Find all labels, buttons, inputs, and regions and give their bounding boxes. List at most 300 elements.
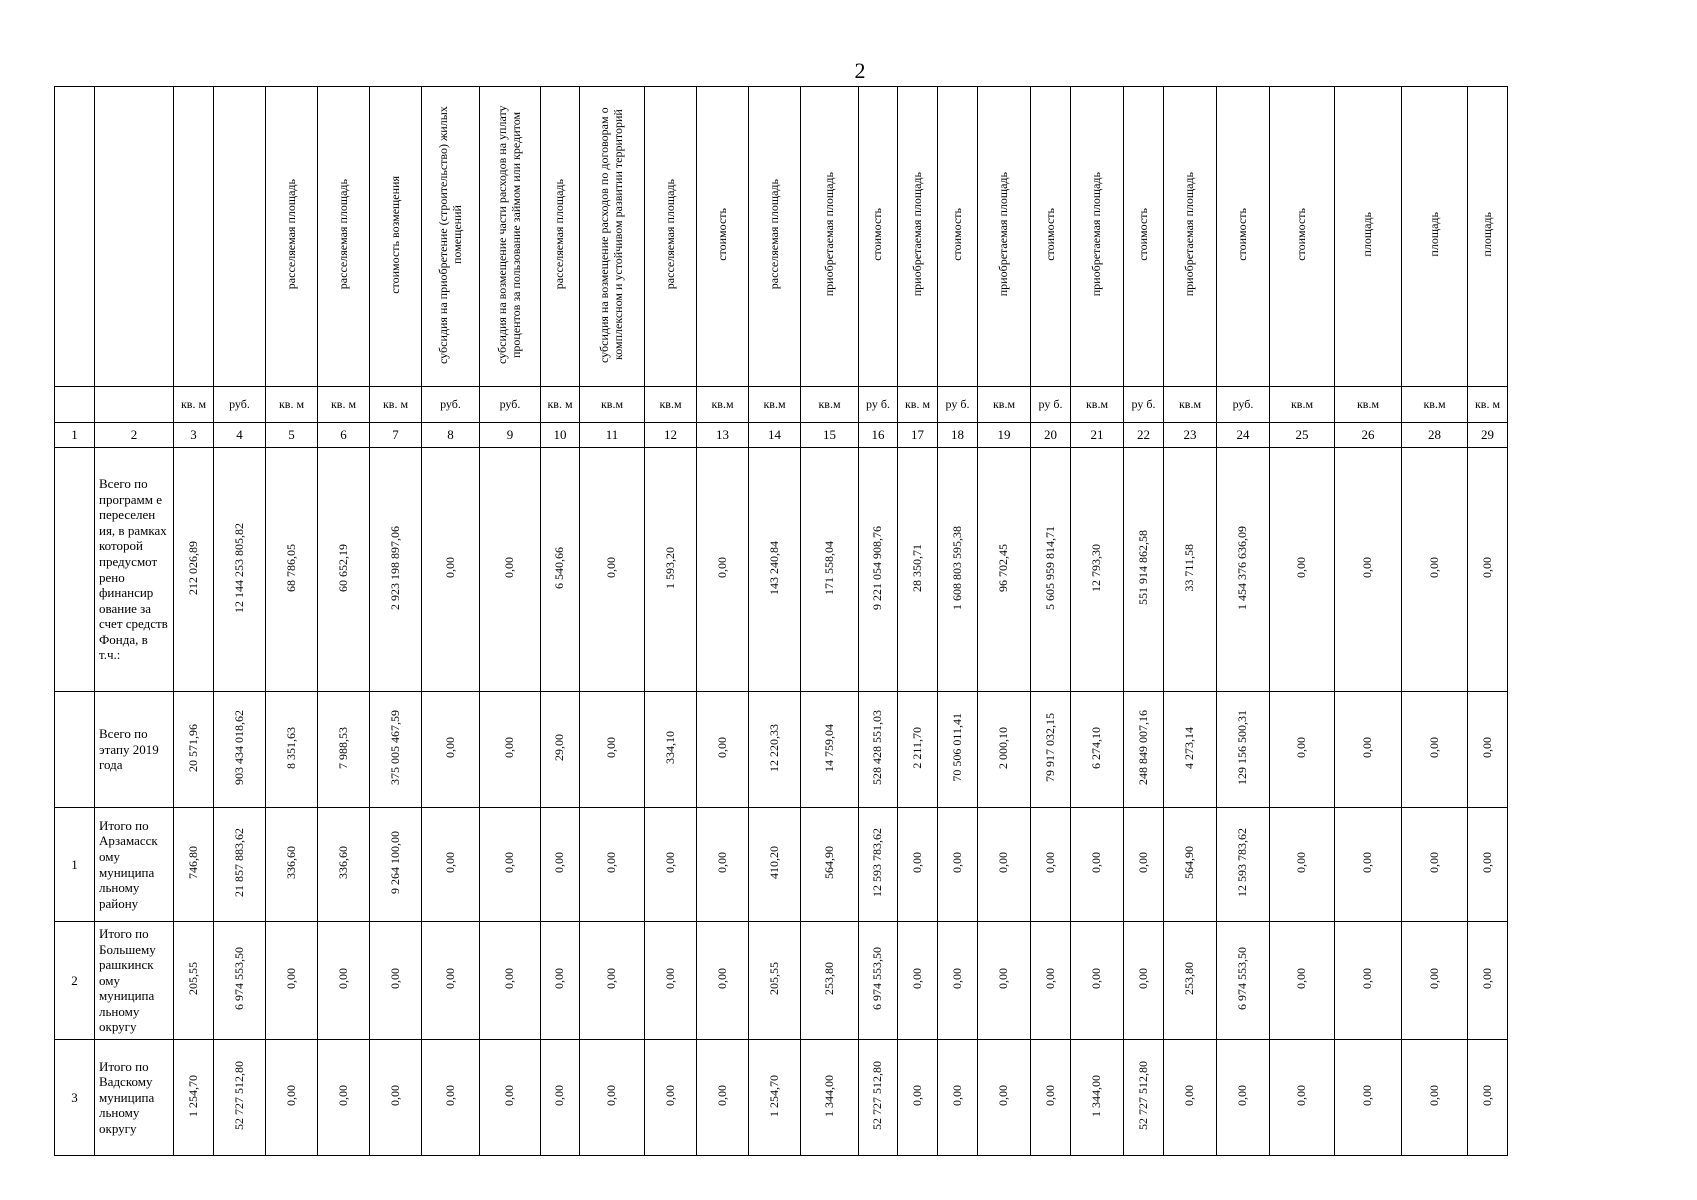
column-header-text: расселяемая площадь bbox=[766, 179, 781, 290]
unit-text: ру б. bbox=[1131, 397, 1156, 411]
column-number bbox=[422, 423, 480, 448]
column-header-text: приобретаемая площадь bbox=[1089, 172, 1104, 297]
value-cell bbox=[749, 808, 801, 922]
column-header-text: субсидия на возмещение части расходов на уплату процентов за пользование займом или кредитом bbox=[495, 105, 523, 364]
value-cell bbox=[214, 448, 266, 692]
value-cell bbox=[1031, 808, 1071, 922]
column-number-text: 6 bbox=[340, 427, 347, 442]
value-text: 12 220,33 bbox=[766, 723, 781, 772]
value-text: 0,00 bbox=[442, 968, 457, 989]
unit-cell bbox=[1402, 387, 1468, 423]
value-cell bbox=[1124, 448, 1164, 692]
value-cell bbox=[480, 692, 541, 808]
table-row bbox=[55, 808, 1508, 922]
value-cell bbox=[749, 1040, 801, 1156]
row-number bbox=[55, 808, 95, 922]
value-cell bbox=[266, 448, 318, 692]
value-text: 0,00 bbox=[1089, 852, 1104, 873]
column-header bbox=[1270, 87, 1335, 387]
unit-text: руб. bbox=[229, 397, 250, 411]
column-number bbox=[801, 423, 859, 448]
column-header bbox=[1071, 87, 1124, 387]
column-header-text: расселяемая площадь bbox=[552, 179, 567, 290]
value-text: 0,00 bbox=[1042, 852, 1057, 873]
column-number-text: 19 bbox=[997, 427, 1011, 442]
value-cell bbox=[1468, 1040, 1508, 1156]
column-header-text: стоимость bbox=[870, 208, 885, 261]
value-text: 0,00 bbox=[1360, 557, 1375, 578]
row-number bbox=[55, 1040, 95, 1156]
column-number-text: 15 bbox=[823, 427, 836, 442]
column-number bbox=[1217, 423, 1270, 448]
unit-cell bbox=[938, 387, 978, 423]
value-cell bbox=[580, 808, 645, 922]
column-number-text: 12 bbox=[664, 427, 677, 442]
column-header bbox=[978, 87, 1031, 387]
value-cell bbox=[1071, 1040, 1124, 1156]
value-cell bbox=[1270, 692, 1335, 808]
value-text: 0,00 bbox=[552, 852, 567, 873]
value-cell bbox=[1270, 448, 1335, 692]
value-text: 0,00 bbox=[442, 557, 457, 578]
value-text: 0,00 bbox=[1426, 557, 1441, 578]
column-number-text: 28 bbox=[1428, 427, 1441, 442]
value-cell bbox=[645, 808, 697, 922]
value-text: 29,00 bbox=[552, 734, 567, 761]
value-cell bbox=[1124, 1040, 1164, 1156]
value-text: 2 000,10 bbox=[996, 726, 1011, 769]
column-header bbox=[95, 87, 174, 387]
value-text: 0,00 bbox=[996, 852, 1011, 873]
value-cell bbox=[174, 692, 214, 808]
value-text: 0,00 bbox=[996, 968, 1011, 989]
unit-text: ру б. bbox=[945, 397, 970, 411]
value-text: 6 540,66 bbox=[552, 546, 567, 589]
value-cell bbox=[1468, 922, 1508, 1040]
column-header-text: стоимость bbox=[949, 208, 964, 261]
value-cell bbox=[174, 922, 214, 1040]
value-cell bbox=[1335, 1040, 1402, 1156]
value-text: 0,00 bbox=[1360, 737, 1375, 758]
value-cell bbox=[801, 808, 859, 922]
column-number bbox=[1071, 423, 1124, 448]
value-cell bbox=[898, 1040, 938, 1156]
value-cell bbox=[1402, 448, 1468, 692]
value-cell bbox=[859, 692, 898, 808]
column-number bbox=[580, 423, 645, 448]
unit-text: кв.м bbox=[1290, 397, 1314, 411]
value-cell bbox=[1270, 922, 1335, 1040]
value-text: 0,00 bbox=[662, 1085, 677, 1106]
column-header bbox=[318, 87, 370, 387]
value-cell bbox=[1164, 692, 1217, 808]
unit-cell bbox=[1270, 387, 1335, 423]
value-text: 0,00 bbox=[1294, 968, 1309, 989]
value-text: 0,00 bbox=[387, 1085, 402, 1106]
unit-cell bbox=[318, 387, 370, 423]
column-header-text: площадь bbox=[1360, 212, 1375, 257]
value-text: 1 344,00 bbox=[821, 1074, 836, 1117]
value-text: 21 857 883,62 bbox=[231, 828, 246, 897]
value-cell bbox=[370, 692, 422, 808]
value-text: 1 593,20 bbox=[662, 546, 677, 589]
value-text: 248 849 007,16 bbox=[1135, 710, 1150, 785]
value-cell bbox=[749, 692, 801, 808]
value-text: 4 273,14 bbox=[1182, 726, 1197, 769]
value-cell bbox=[1071, 922, 1124, 1040]
value-text: 746,80 bbox=[185, 846, 200, 879]
column-header-text: стоимость bbox=[1135, 208, 1150, 261]
value-text: 12 593 783,62 bbox=[870, 828, 885, 897]
unit-text: кв.м bbox=[1085, 397, 1109, 411]
value-text: 129 156 500,31 bbox=[1235, 710, 1250, 785]
column-number bbox=[978, 423, 1031, 448]
value-text: 1 254,70 bbox=[185, 1074, 200, 1117]
value-text: 205,55 bbox=[766, 962, 781, 995]
value-text: 0,00 bbox=[387, 968, 402, 989]
unit-text: кв. м bbox=[382, 397, 409, 411]
value-text: 6 274,10 bbox=[1089, 726, 1104, 769]
value-cell bbox=[480, 808, 541, 922]
value-cell bbox=[1071, 692, 1124, 808]
value-cell bbox=[697, 808, 749, 922]
column-header bbox=[697, 87, 749, 387]
value-cell bbox=[1468, 448, 1508, 692]
unit-text: кв.м bbox=[600, 397, 624, 411]
value-cell bbox=[978, 692, 1031, 808]
value-text: 0,00 bbox=[1479, 852, 1494, 873]
value-text: 0,00 bbox=[502, 1085, 517, 1106]
value-text: 0,00 bbox=[909, 1085, 924, 1106]
unit-cell bbox=[1071, 387, 1124, 423]
value-text: 0,00 bbox=[604, 852, 619, 873]
unit-text: ру б. bbox=[866, 397, 890, 411]
unit-text: руб. bbox=[1232, 397, 1254, 411]
value-text: 0,00 bbox=[604, 737, 619, 758]
value-text: 0,00 bbox=[335, 1085, 350, 1106]
value-text: 0,00 bbox=[1294, 852, 1309, 873]
value-text: 2 211,70 bbox=[909, 726, 924, 769]
unit-cell bbox=[1217, 387, 1270, 423]
value-text: 0,00 bbox=[714, 968, 729, 989]
value-text: 0,00 bbox=[1426, 852, 1441, 873]
value-cell bbox=[370, 448, 422, 692]
value-cell bbox=[1335, 448, 1402, 692]
value-text: 0,00 bbox=[502, 968, 517, 989]
value-text: 0,00 bbox=[1426, 737, 1441, 758]
value-text: 0,00 bbox=[502, 852, 517, 873]
row-number-text: 2 bbox=[71, 972, 78, 988]
unit-text: кв. м bbox=[547, 397, 573, 411]
column-number-text: 2 bbox=[130, 427, 138, 442]
column-number-text: 23 bbox=[1183, 427, 1197, 442]
value-cell bbox=[422, 922, 480, 1040]
unit-cell bbox=[645, 387, 697, 423]
value-text: 52 727 512,80 bbox=[870, 1061, 885, 1130]
unit-text: кв. м bbox=[904, 397, 931, 411]
value-cell bbox=[859, 448, 898, 692]
column-number-text: 10 bbox=[553, 427, 567, 442]
unit-text: кв. м bbox=[330, 397, 357, 411]
value-text: 60 652,19 bbox=[335, 543, 350, 592]
column-number-text: 14 bbox=[768, 427, 781, 442]
unit-text: кв.м bbox=[659, 397, 682, 411]
value-cell bbox=[697, 1040, 749, 1156]
column-header bbox=[801, 87, 859, 387]
value-cell bbox=[214, 692, 266, 808]
value-cell bbox=[1468, 808, 1508, 922]
value-text: 0,00 bbox=[604, 1085, 619, 1106]
value-text: 9 264 100,00 bbox=[387, 831, 402, 894]
value-text: 6 974 553,50 bbox=[1235, 947, 1250, 1010]
column-number bbox=[1335, 423, 1402, 448]
value-text: 0,00 bbox=[1360, 852, 1375, 873]
unit-text: кв. м bbox=[1474, 397, 1501, 411]
column-header bbox=[370, 87, 422, 387]
value-cell bbox=[645, 922, 697, 1040]
column-number bbox=[1270, 423, 1335, 448]
column-header-text: приобретаемая площадь bbox=[909, 172, 924, 297]
value-cell bbox=[801, 692, 859, 808]
column-header-text: площадь bbox=[1479, 212, 1494, 257]
value-text: 12 144 253 805,82 bbox=[231, 522, 246, 613]
value-cell bbox=[801, 448, 859, 692]
value-cell bbox=[1164, 448, 1217, 692]
unit-cell bbox=[422, 387, 480, 423]
value-cell bbox=[1124, 922, 1164, 1040]
row-label bbox=[95, 1040, 174, 1156]
column-header-text: площадь bbox=[1426, 212, 1441, 257]
value-text: 0,00 bbox=[1042, 1085, 1057, 1106]
unit-cell bbox=[859, 387, 898, 423]
value-cell bbox=[174, 448, 214, 692]
value-cell bbox=[174, 1040, 214, 1156]
value-cell bbox=[318, 692, 370, 808]
value-text: 0,00 bbox=[283, 968, 298, 989]
column-header-text: расселяемая площадь bbox=[662, 179, 677, 290]
value-text: 0,00 bbox=[1360, 968, 1375, 989]
value-cell bbox=[422, 1040, 480, 1156]
row-label bbox=[95, 448, 174, 692]
column-header bbox=[541, 87, 580, 387]
row-label bbox=[95, 808, 174, 922]
column-header bbox=[938, 87, 978, 387]
value-cell bbox=[1031, 1040, 1071, 1156]
value-cell bbox=[1402, 922, 1468, 1040]
column-header bbox=[214, 87, 266, 387]
column-header-text: расселяемая площадь bbox=[335, 179, 350, 290]
column-number-text: 3 bbox=[190, 427, 197, 442]
value-cell bbox=[898, 808, 938, 922]
column-header bbox=[480, 87, 541, 387]
value-cell bbox=[859, 1040, 898, 1156]
column-header bbox=[749, 87, 801, 387]
column-header-text: стоимость bbox=[1294, 208, 1309, 261]
value-cell bbox=[938, 922, 978, 1040]
column-number bbox=[55, 423, 95, 448]
value-text: 0,00 bbox=[502, 557, 517, 578]
value-cell bbox=[697, 448, 749, 692]
value-text: 0,00 bbox=[662, 852, 677, 873]
value-text: 0,00 bbox=[1426, 968, 1441, 989]
value-cell bbox=[541, 1040, 580, 1156]
unit-text: кв.м bbox=[1178, 397, 1202, 411]
value-text: 12 793,30 bbox=[1089, 543, 1104, 592]
column-header-text: расселяемая площадь bbox=[283, 179, 298, 290]
column-number bbox=[480, 423, 541, 448]
column-number bbox=[697, 423, 749, 448]
column-number-text: 11 bbox=[605, 427, 619, 442]
value-text: 6 974 553,50 bbox=[231, 947, 246, 1010]
column-header bbox=[174, 87, 214, 387]
value-text: 0,00 bbox=[714, 737, 729, 758]
value-text: 528 428 551,03 bbox=[870, 710, 885, 785]
value-cell bbox=[580, 448, 645, 692]
column-header bbox=[1402, 87, 1468, 387]
value-cell bbox=[266, 1040, 318, 1156]
unit-cell bbox=[580, 387, 645, 423]
value-text: 0,00 bbox=[1294, 557, 1309, 578]
column-number bbox=[266, 423, 318, 448]
column-header bbox=[1164, 87, 1217, 387]
unit-cell bbox=[1124, 387, 1164, 423]
value-cell bbox=[978, 448, 1031, 692]
unit-text: кв.м bbox=[711, 397, 734, 411]
unit-text: руб. bbox=[499, 397, 521, 411]
value-text: 33 711,58 bbox=[1182, 543, 1197, 592]
value-text: 0,00 bbox=[1426, 1085, 1441, 1106]
unit-cell bbox=[749, 387, 801, 423]
value-text: 0,00 bbox=[604, 557, 619, 578]
value-cell bbox=[938, 448, 978, 692]
value-cell bbox=[859, 922, 898, 1040]
value-cell bbox=[645, 1040, 697, 1156]
column-header bbox=[1335, 87, 1402, 387]
value-cell bbox=[1217, 808, 1270, 922]
value-text: 1 454 376 636,09 bbox=[1235, 525, 1250, 610]
resettlement-table bbox=[54, 86, 1508, 1156]
value-cell bbox=[697, 922, 749, 1040]
value-cell bbox=[422, 808, 480, 922]
column-number-text: 18 bbox=[951, 427, 964, 442]
column-number bbox=[859, 423, 898, 448]
value-text: 1 254,70 bbox=[766, 1074, 781, 1117]
unit-cell bbox=[1335, 387, 1402, 423]
row-number bbox=[55, 922, 95, 1040]
value-cell bbox=[1031, 448, 1071, 692]
value-text: 2 923 198 897,06 bbox=[387, 525, 402, 610]
row-label-text: Итого по Арзамасск ому муниципа льному району bbox=[99, 817, 158, 911]
value-cell bbox=[749, 922, 801, 1040]
value-text: 0,00 bbox=[949, 1085, 964, 1106]
value-text: 212 026,89 bbox=[185, 540, 200, 595]
unit-cell bbox=[697, 387, 749, 423]
value-text: 0,00 bbox=[442, 1085, 457, 1106]
column-number bbox=[214, 423, 266, 448]
value-text: 0,00 bbox=[1294, 737, 1309, 758]
row-number-text: 1 bbox=[71, 856, 78, 872]
column-header-text: субсидия на возмещение расходов по договорам о комплексном и устойчивом развитии территорий bbox=[597, 106, 625, 363]
value-text: 0,00 bbox=[1042, 968, 1057, 989]
column-header-text: стоимость bbox=[1042, 208, 1057, 261]
value-cell bbox=[318, 922, 370, 1040]
value-cell bbox=[266, 808, 318, 922]
column-number bbox=[1164, 423, 1217, 448]
column-number bbox=[1031, 423, 1071, 448]
value-text: 1 608 803 595,38 bbox=[949, 525, 964, 610]
column-header-text: приобретаемая площадь bbox=[821, 172, 836, 297]
column-header bbox=[645, 87, 697, 387]
value-cell bbox=[1164, 1040, 1217, 1156]
unit-text: кв.м bbox=[1423, 397, 1446, 411]
value-cell bbox=[422, 692, 480, 808]
value-cell bbox=[1164, 808, 1217, 922]
value-cell bbox=[174, 808, 214, 922]
value-text: 7 988,53 bbox=[335, 726, 350, 769]
value-text: 52 727 512,80 bbox=[1135, 1061, 1150, 1130]
column-header bbox=[1031, 87, 1071, 387]
value-text: 0,00 bbox=[1479, 737, 1494, 758]
value-text: 0,00 bbox=[909, 968, 924, 989]
value-cell bbox=[749, 448, 801, 692]
value-cell bbox=[1164, 922, 1217, 1040]
value-cell bbox=[1071, 808, 1124, 922]
value-cell bbox=[1071, 448, 1124, 692]
value-cell bbox=[1335, 808, 1402, 922]
value-text: 0,00 bbox=[335, 968, 350, 989]
unit-text: руб. bbox=[440, 397, 461, 411]
value-cell bbox=[1270, 1040, 1335, 1156]
value-text: 0,00 bbox=[1089, 968, 1104, 989]
value-text: 0,00 bbox=[1135, 852, 1150, 873]
column-number bbox=[1402, 423, 1468, 448]
column-header bbox=[1124, 87, 1164, 387]
value-text: 9 221 054 908,76 bbox=[870, 525, 885, 610]
column-number-text: 22 bbox=[1137, 427, 1150, 442]
column-number bbox=[370, 423, 422, 448]
value-text: 0,00 bbox=[714, 852, 729, 873]
column-header bbox=[898, 87, 938, 387]
value-text: 28 350,71 bbox=[909, 543, 924, 592]
value-cell bbox=[1402, 808, 1468, 922]
column-header-text: стоимость bbox=[714, 208, 729, 261]
value-cell bbox=[1124, 692, 1164, 808]
value-cell bbox=[214, 808, 266, 922]
column-number-text: 20 bbox=[1044, 427, 1057, 442]
table-row bbox=[55, 1040, 1508, 1156]
column-header bbox=[580, 87, 645, 387]
value-cell bbox=[318, 1040, 370, 1156]
value-cell bbox=[1335, 922, 1402, 1040]
value-cell bbox=[541, 448, 580, 692]
unit-cell bbox=[95, 387, 174, 423]
unit-cell bbox=[266, 387, 318, 423]
value-text: 6 974 553,50 bbox=[870, 947, 885, 1010]
unit-cell bbox=[978, 387, 1031, 423]
value-cell bbox=[978, 922, 1031, 1040]
value-text: 52 727 512,80 bbox=[231, 1061, 246, 1130]
column-number-text: 29 bbox=[1481, 427, 1494, 442]
value-text: 0,00 bbox=[714, 1085, 729, 1106]
value-text: 70 506 011,41 bbox=[949, 713, 964, 782]
column-number-text: 5 bbox=[288, 427, 295, 442]
column-number-text: 24 bbox=[1236, 427, 1250, 442]
value-cell bbox=[645, 692, 697, 808]
value-text: 0,00 bbox=[1360, 1085, 1375, 1106]
value-text: 336,60 bbox=[283, 846, 298, 879]
unit-text: кв. м bbox=[278, 397, 305, 411]
value-cell bbox=[214, 922, 266, 1040]
